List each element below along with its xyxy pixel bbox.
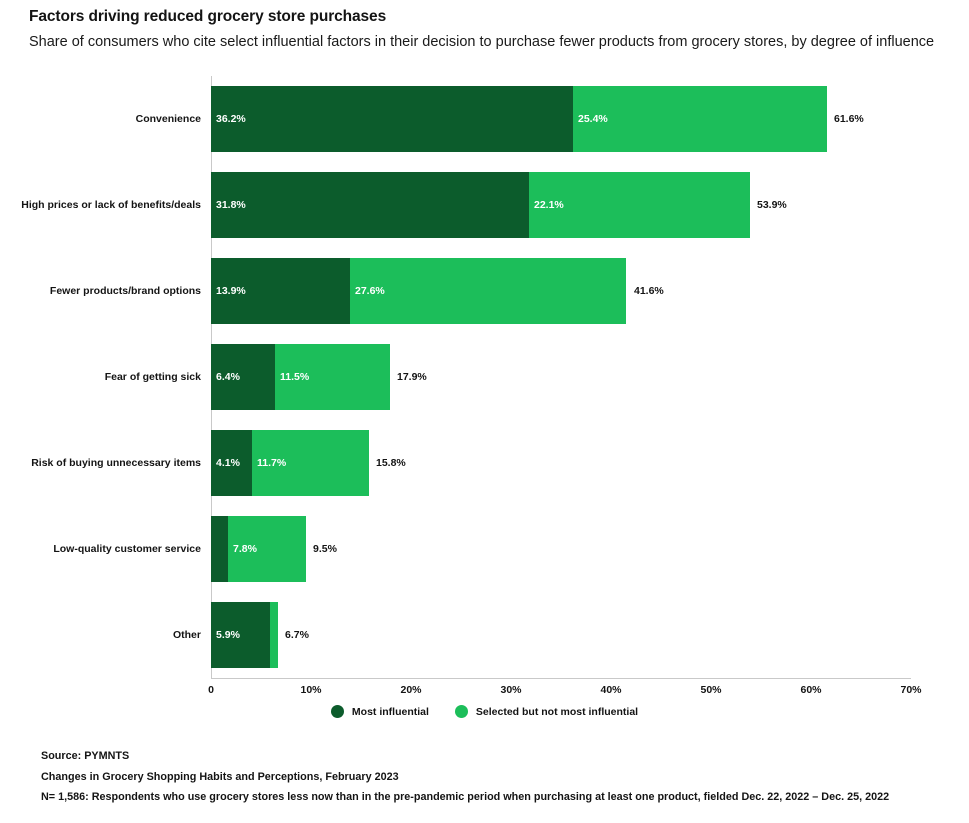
x-axis-tick-label: 20% bbox=[400, 684, 422, 696]
legend-item-selected-not-most bbox=[455, 705, 638, 718]
page-subtitle: Share of consumers who cite select influential factors in their decision to purchase fewer products from grocery stores, by degree of influence bbox=[29, 34, 935, 50]
legend-label: Selected but not most influential bbox=[475, 705, 639, 718]
bar-segment-most-influential bbox=[211, 516, 228, 582]
bar-segment-selected-not-most bbox=[275, 344, 390, 410]
bar-segment-most-influential bbox=[211, 172, 529, 238]
bar-row bbox=[135, 86, 911, 152]
segment-value-label: 22.1% bbox=[534, 199, 564, 211]
category-label: High prices or lack of benefits/deals bbox=[21, 199, 201, 211]
x-axis-tick-label: 10% bbox=[300, 684, 322, 696]
footer-source: Source: PYMNTS bbox=[41, 750, 130, 762]
legend-dot-icon bbox=[455, 705, 468, 718]
bar-segment-most-influential bbox=[211, 602, 270, 668]
bar-segment-most-influential bbox=[211, 258, 350, 324]
segment-value-label: 7.8% bbox=[233, 543, 257, 555]
segment-value-label: 4.1% bbox=[216, 457, 240, 469]
bar-segment-selected-not-most bbox=[529, 172, 750, 238]
x-axis-tick-label: 60% bbox=[800, 684, 822, 696]
category-label: Low-quality customer service bbox=[53, 543, 201, 555]
segment-value-label: 25.4% bbox=[578, 113, 608, 125]
bar-total-label: 41.6% bbox=[634, 285, 664, 297]
segment-value-label: 13.9% bbox=[216, 285, 246, 297]
footer-report: Changes in Grocery Shopping Habits and Perceptions, February 2023 bbox=[41, 770, 399, 783]
legend-label: Most influential bbox=[351, 705, 429, 718]
bar-total-label: 15.8% bbox=[376, 457, 406, 469]
segment-value-label: 11.5% bbox=[280, 371, 310, 383]
x-axis-tick-label: 30% bbox=[500, 684, 522, 696]
chart-footer bbox=[41, 746, 951, 808]
segment-value-label: 31.8% bbox=[216, 199, 246, 211]
plot-area bbox=[21, 76, 911, 678]
legend-item-most-influential bbox=[331, 705, 429, 718]
segment-value-label: 36.2% bbox=[216, 113, 246, 125]
bar-row bbox=[53, 516, 911, 582]
x-axis-tick-label: 40% bbox=[600, 684, 622, 696]
category-label: Fewer products/brand options bbox=[49, 285, 201, 297]
footer-sample: N= 1,586: Respondents who use grocery stores less now than in the pre-pandemic period when purchasing at least one product, fielded Dec. 22, 2022 – Dec. 25, 2022 bbox=[41, 791, 890, 804]
x-axis-line bbox=[211, 678, 911, 679]
bar-total-label: 53.9% bbox=[757, 199, 787, 211]
segment-value-label: 27.6% bbox=[355, 285, 385, 297]
segment-value-label: 11.7% bbox=[257, 457, 287, 469]
bar-segment-selected-not-most bbox=[573, 86, 827, 152]
bar-row bbox=[49, 258, 911, 324]
x-axis-tick-label: 50% bbox=[700, 684, 722, 696]
x-axis-tick-label: 70% bbox=[900, 684, 922, 696]
bar-total-label: 6.7% bbox=[285, 629, 309, 641]
category-label: Fear of getting sick bbox=[104, 371, 201, 383]
bar-total-label: 17.9% bbox=[397, 371, 427, 383]
bar-row bbox=[172, 602, 911, 668]
bar-segment-most-influential bbox=[211, 86, 573, 152]
bar-total-label: 9.5% bbox=[313, 543, 337, 555]
chart-canvas bbox=[0, 76, 969, 696]
category-label: Risk of buying unnecessary items bbox=[31, 457, 201, 469]
x-axis-tick-label: 0 bbox=[208, 684, 214, 696]
chart-legend bbox=[0, 705, 969, 718]
page-title: Factors driving reduced grocery store purchases bbox=[29, 8, 387, 25]
bar-segment-most-influential bbox=[211, 430, 252, 496]
segment-value-label: 6.4% bbox=[216, 371, 240, 383]
bar-row bbox=[31, 430, 911, 496]
category-label: Other bbox=[172, 629, 201, 641]
legend-dot-icon bbox=[331, 705, 344, 718]
bar-row bbox=[104, 344, 911, 410]
bar-total-label: 61.6% bbox=[834, 113, 864, 125]
segment-value-label: 5.9% bbox=[216, 629, 240, 641]
bar-segment-selected-not-most bbox=[350, 258, 626, 324]
category-label: Convenience bbox=[135, 113, 201, 125]
bar-segment-selected-not-most bbox=[252, 430, 369, 496]
bar-segment-selected-not-most bbox=[228, 516, 306, 582]
bar-segment-selected-not-most bbox=[270, 602, 278, 668]
bar-segment-most-influential bbox=[211, 344, 275, 410]
bar-row bbox=[21, 172, 911, 238]
